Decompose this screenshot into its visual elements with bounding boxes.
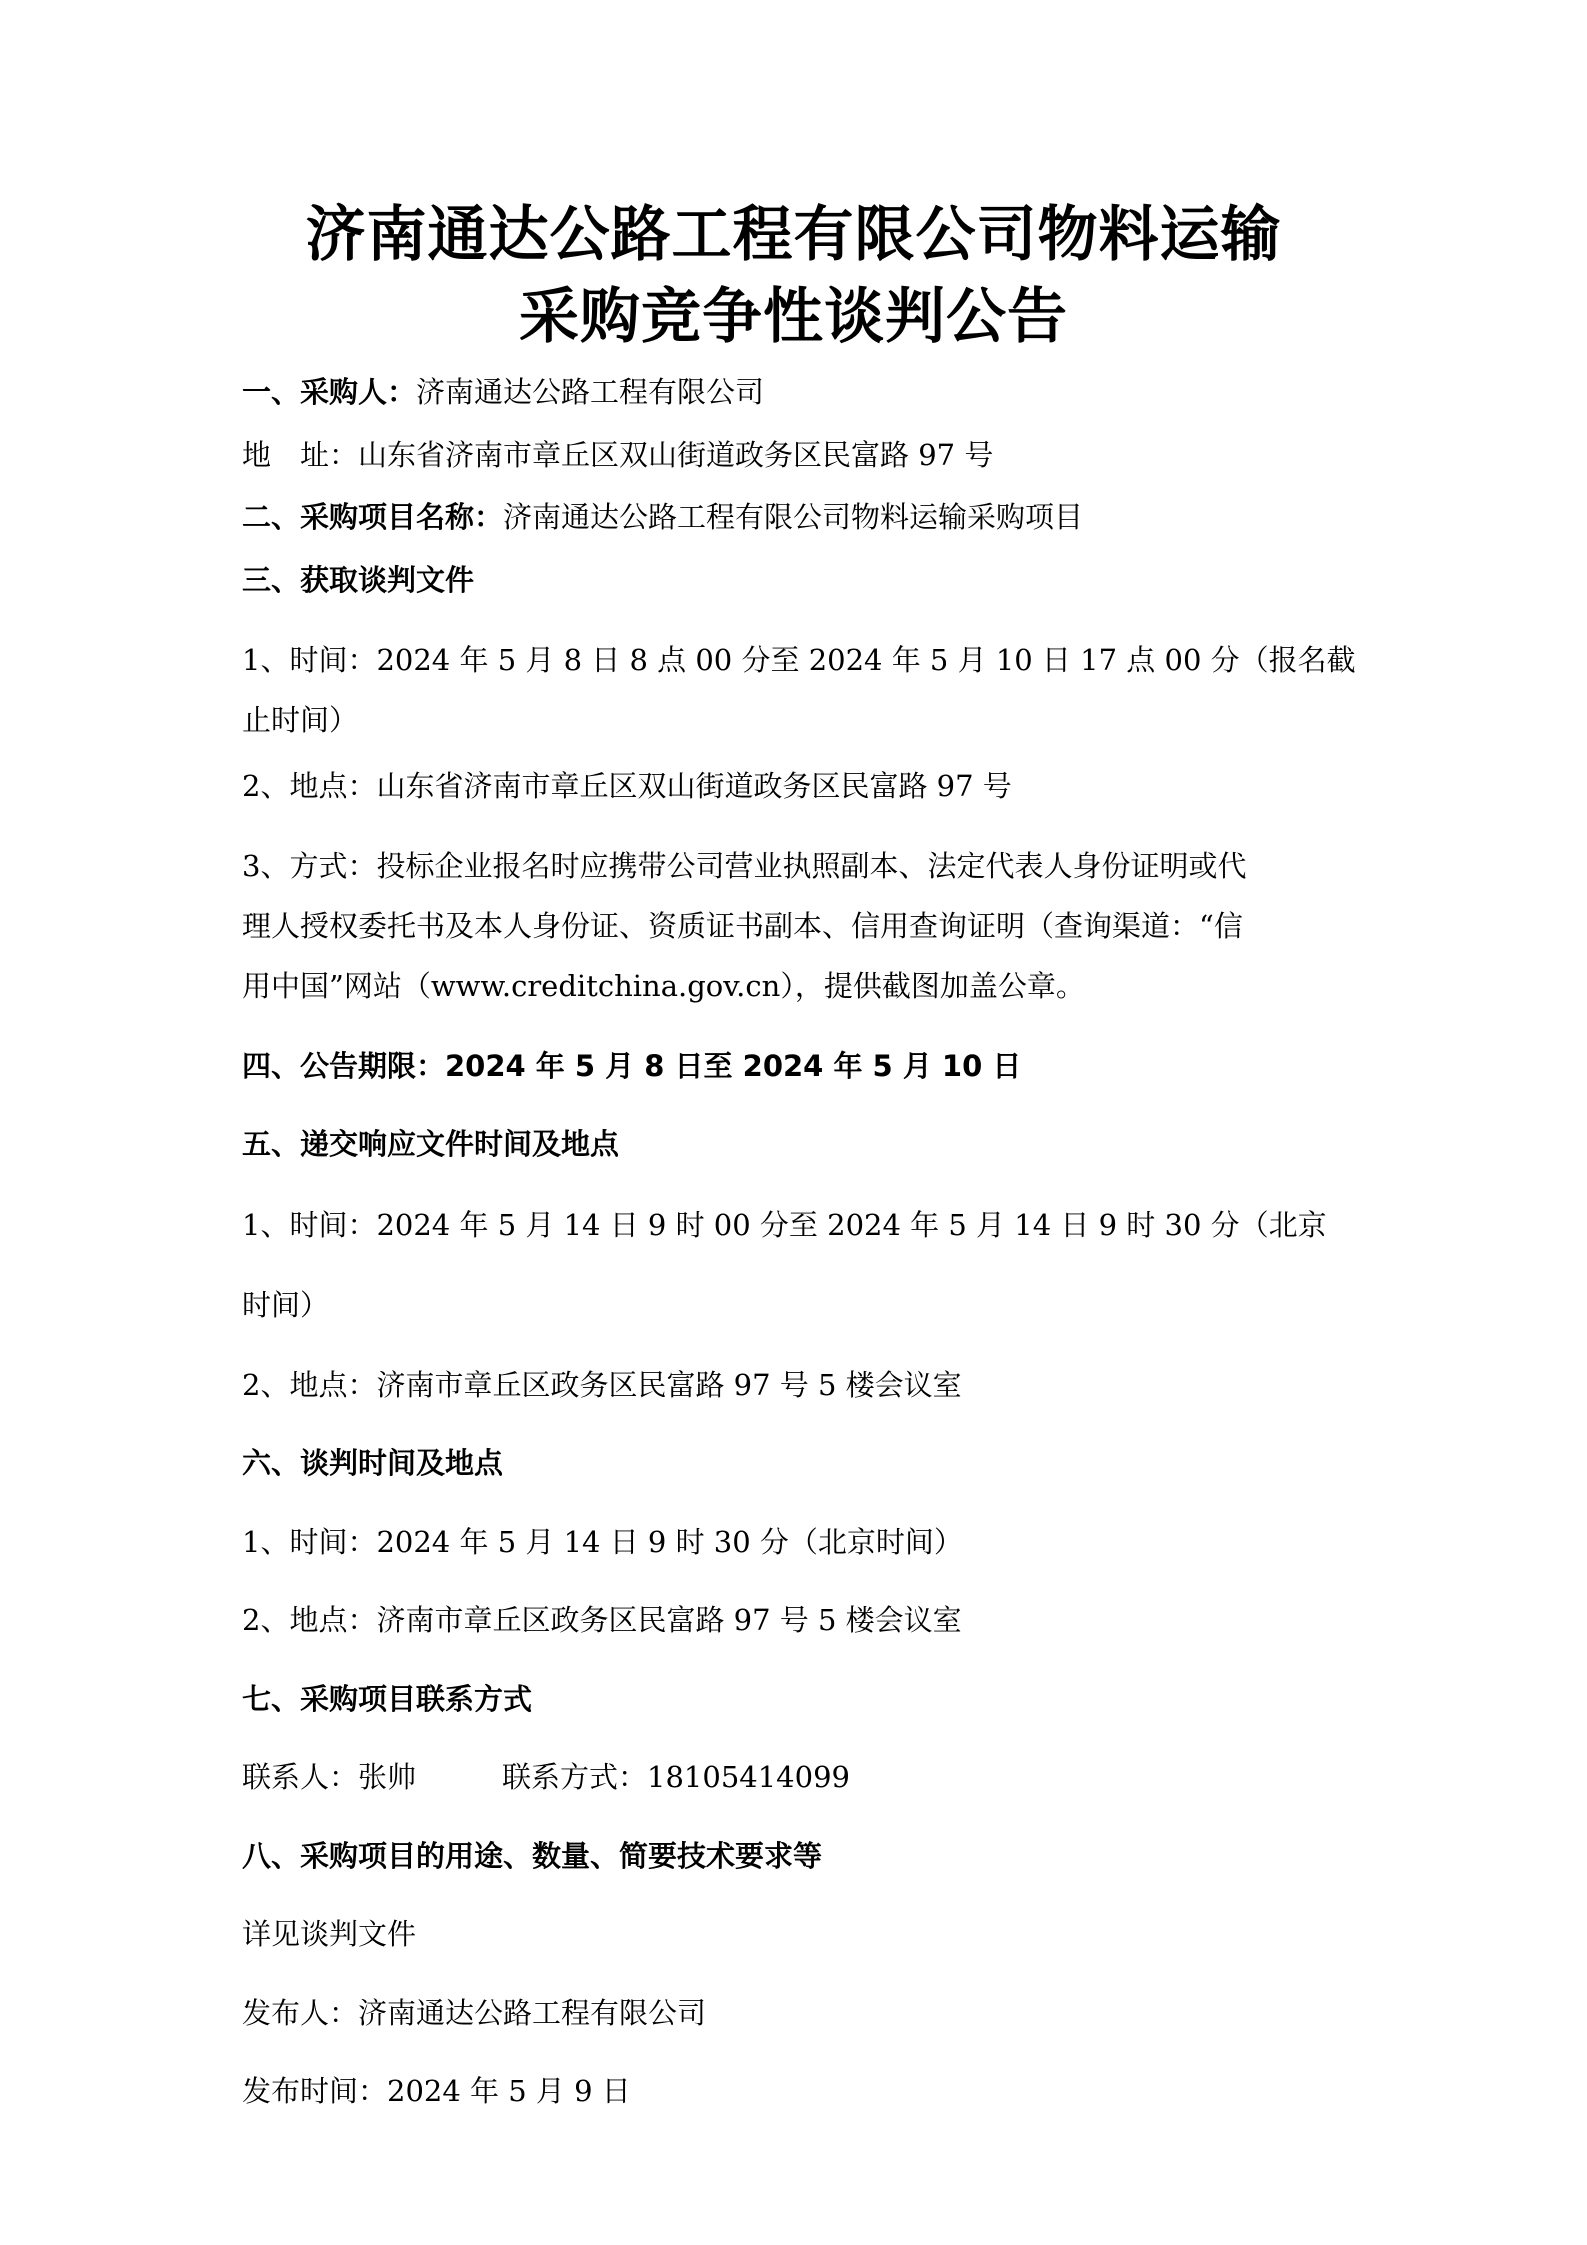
doc-time-line2: 止时间） (242, 703, 359, 737)
page-title-line2: 采购竞争性谈判公告 (519, 282, 1068, 352)
doc-place-line: 2、地点：山东省济南市章丘区双山街道政务区民富路 97 号 (242, 769, 1012, 803)
section-6-heading: 六、谈判时间及地点 (242, 1446, 504, 1480)
publish-time-value: 2024 年 5 月 9 日 (387, 2074, 631, 2108)
section-7-heading: 七、采购项目联系方式 (242, 1682, 533, 1716)
publish-time-line (242, 2071, 1362, 2111)
address-value: 山东省济南市章丘区双山街道政务区民富路 97 号 (358, 438, 994, 472)
submit-time-line1: 1、时间：2024 年 5 月 14 日 9 时 00 分至 2024 年 5 月 14 日 9 时 30 分（北京 (242, 1208, 1327, 1242)
doc-way-line3: 用中国”网站（www.creditchina.gov.cn），提供截图加盖公章。 (242, 969, 1085, 1003)
contact-person: 联系人：张帅 (242, 1760, 417, 1794)
contact-phone: 联系方式：18105414099 (502, 1760, 850, 1794)
publisher-line (242, 1993, 1362, 2033)
doc-time-line1: 1、时间：2024 年 5 月 8 日 8 点 00 分至 2024 年 5 月 10 日 17 点 00 分（报名截 (242, 643, 1356, 677)
submit-time-line2: 时间） (242, 1288, 330, 1322)
address-line (242, 435, 1362, 475)
purchaser-value: 济南通达公路工程有限公司 (416, 375, 765, 409)
publisher-label: 发布人： (242, 1996, 359, 2030)
publish-time-label: 发布时间： (242, 2074, 388, 2108)
doc-way-line1: 3、方式：投标企业报名时应携带公司营业执照副本、法定代表人身份证明或代 (242, 849, 1247, 883)
doc-way-line2: 理人授权委托书及本人身份证、资质证书副本、信用查询证明（查询渠道：“信 (242, 909, 1243, 943)
section-5-heading: 五、递交响应文件时间及地点 (242, 1127, 620, 1161)
negotiation-place-line: 2、地点：济南市章丘区政务区民富路 97 号 5 楼会议室 (242, 1603, 962, 1637)
purchaser-label: 一、采购人： (242, 375, 417, 409)
address-label: 地 址： (242, 438, 359, 472)
page-title: 济南通达公路工程有限公司物料运输 (305, 200, 1282, 270)
section-3-heading: 三、获取谈判文件 (242, 563, 475, 597)
submit-place-line: 2、地点：济南市章丘区政务区民富路 97 号 5 楼会议室 (242, 1368, 962, 1402)
project-name-label: 二、采购项目名称： (242, 500, 504, 534)
contact-line (242, 1757, 1362, 1797)
detail-line: 详见谈判文件 (242, 1917, 417, 1951)
purchaser-line (242, 372, 1362, 412)
negotiation-time-line: 1、时间：2024 年 5 月 14 日 9 时 30 分（北京时间） (242, 1525, 963, 1559)
section-4-heading: 四、公告期限：2024 年 5 月 8 日至 2024 年 5 月 10 日 (242, 1049, 1022, 1083)
publisher-value: 济南通达公路工程有限公司 (358, 1996, 707, 2030)
section-8-heading: 八、采购项目的用途、数量、简要技术要求等 (242, 1839, 823, 1873)
project-name-line (242, 497, 1362, 537)
project-name-value: 济南通达公路工程有限公司物料运输采购项目 (503, 500, 1084, 534)
